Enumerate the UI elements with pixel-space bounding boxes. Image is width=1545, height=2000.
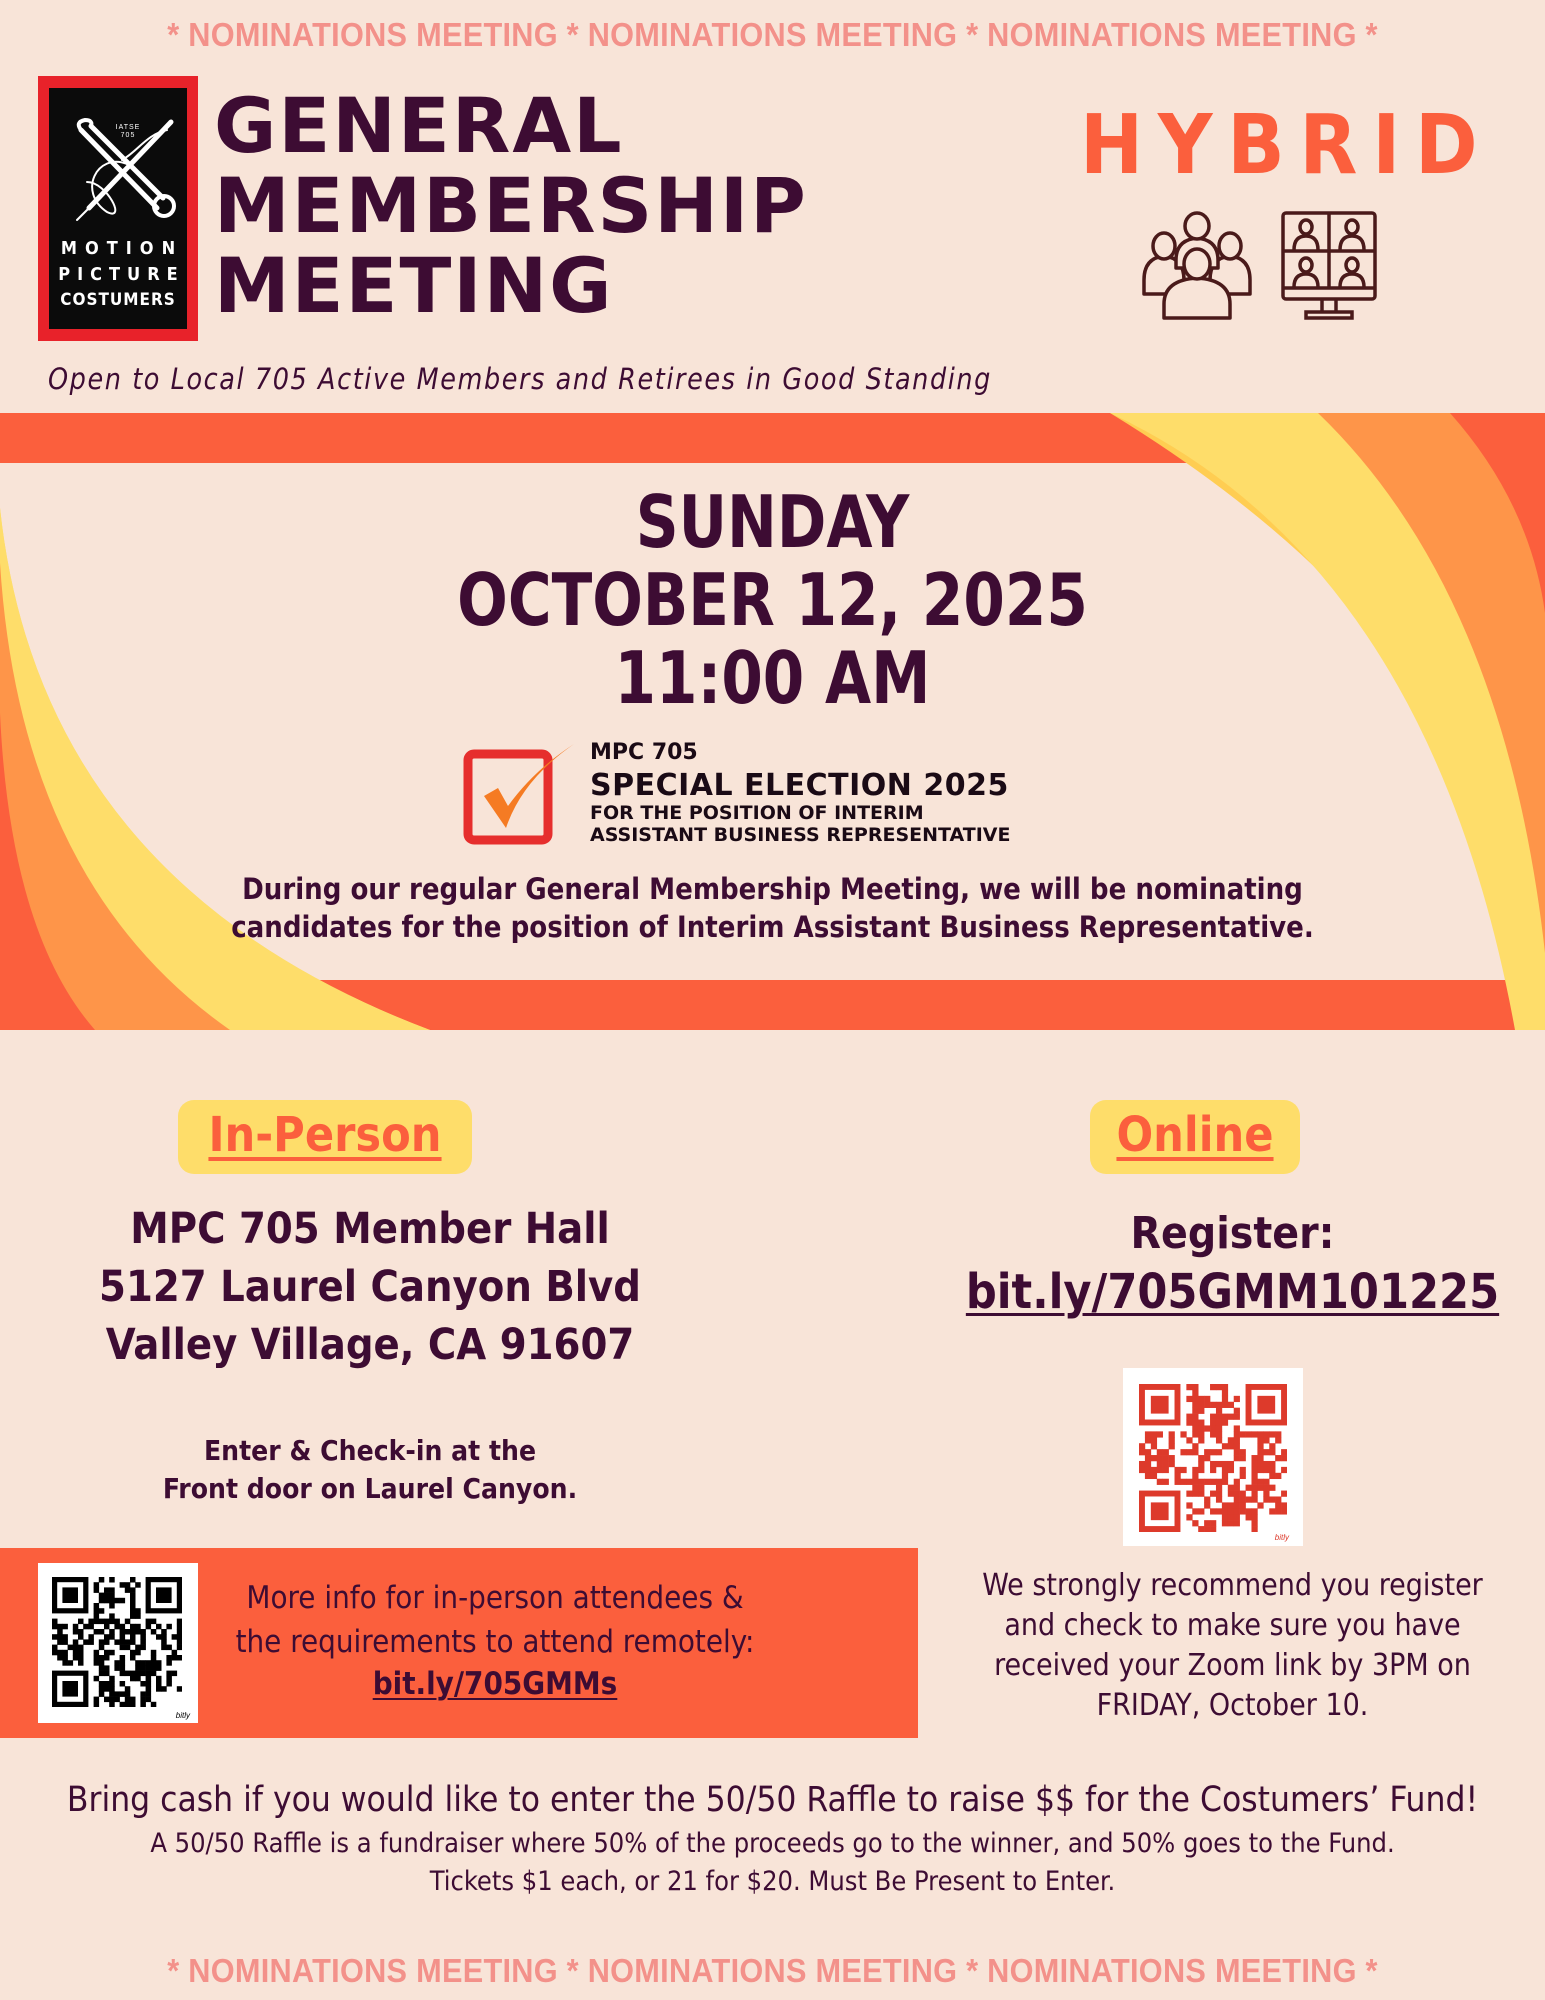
venue-city: Valley Village, CA 91607 xyxy=(105,1320,635,1370)
hybrid-label: HYBRID xyxy=(1080,98,1493,193)
zoom-recommendation-line2: and check to make sure you have xyxy=(1004,1608,1461,1643)
nomination-description-line1: During our regular General Membership Meeting, we will be nominating xyxy=(242,872,1303,906)
info-qr-code[interactable] xyxy=(38,1563,198,1723)
checkin-instructions-line2: Front door on Laurel Canyon. xyxy=(162,1472,578,1505)
logo-word-picture: PICTURE xyxy=(58,264,185,285)
zoom-recommendation-line4: FRIDAY, October 10. xyxy=(1096,1688,1369,1723)
motion-picture-costumers-logo xyxy=(38,76,198,341)
page-title xyxy=(214,81,808,330)
register-link[interactable]: bit.ly/705GMM101225 xyxy=(965,1264,1500,1320)
register-qr-code[interactable] xyxy=(1123,1368,1303,1546)
event-time: 11:00 AM xyxy=(614,636,931,720)
election-position-line2: ASSISTANT BUSINESS REPRESENTATIVE xyxy=(590,824,1011,846)
checkin-instructions-line1: Enter & Check-in at the xyxy=(203,1434,537,1467)
title-line-general: GENERAL xyxy=(214,81,624,170)
event-day: SUNDAY xyxy=(635,480,910,564)
venue-name: MPC 705 Member Hall xyxy=(130,1204,610,1254)
video-conference-monitor-icon xyxy=(1280,210,1378,322)
nominations-banner-bottom: * NOMINATIONS MEETING * NOMINATIONS MEETING * NOMINATIONS MEETING * xyxy=(167,1952,1378,1989)
qr-pattern-inperson xyxy=(52,1577,182,1707)
title-line-meeting: MEETING xyxy=(214,241,614,330)
raffle-headline: Bring cash if you would like to enter the 50/50 Raffle to raise $$ for the Costumers’ Fund! xyxy=(66,1780,1479,1820)
event-date: OCTOBER 12, 2025 xyxy=(457,558,1088,642)
logo-word-costumers: COSTUMERS xyxy=(60,290,176,310)
ballot-checkbox-icon xyxy=(462,740,582,846)
info-text-line1: More info for in-person attendees & xyxy=(246,1580,744,1616)
title-line-membership: MEMBERSHIP xyxy=(214,161,808,250)
info-text-line2: the requirements to attend remotely: xyxy=(235,1624,755,1660)
zoom-recommendation-line1: We strongly recommend you register xyxy=(982,1568,1483,1603)
election-position-line1: FOR THE POSITION OF INTERIM xyxy=(590,802,924,824)
raffle-ticket-info: Tickets $1 each, or 21 for $20. Must Be Present to Enter. xyxy=(429,1866,1116,1897)
nominations-banner-top: * NOMINATIONS MEETING * NOMINATIONS MEETING * NOMINATIONS MEETING * xyxy=(167,16,1378,53)
nomination-description-line2: candidates for the position of Interim Assistant Business Representative. xyxy=(231,910,1314,944)
election-org: MPC 705 xyxy=(590,740,698,765)
qr-brand-inperson: bitly xyxy=(175,1711,190,1720)
logo-iatse-text: IATSE 705 xyxy=(115,124,141,139)
zoom-recommendation-line3: received your Zoom link by 3PM on xyxy=(994,1648,1471,1683)
qr-pattern-online xyxy=(1139,1384,1287,1532)
info-link[interactable]: bit.ly/705GMMs xyxy=(372,1666,618,1702)
qr-brand-online: bitly xyxy=(1274,1533,1289,1542)
special-election-block xyxy=(462,740,1011,851)
in-person-heading: In-Person xyxy=(178,1100,472,1174)
logo-word-motion: MOTION xyxy=(60,238,184,259)
election-title: SPECIAL ELECTION 2025 xyxy=(590,768,1009,803)
online-heading: Online xyxy=(1090,1100,1300,1174)
eligibility-subtitle: Open to Local 705 Active Members and Retirees in Good Standing xyxy=(48,362,992,396)
venue-street: 5127 Laurel Canyon Blvd xyxy=(99,1262,641,1312)
raffle-explanation: A 50/50 Raffle is a fundraiser where 50% of the proceeds go to the winner, and 50% goes to the Fund. xyxy=(150,1828,1395,1859)
register-label: Register: xyxy=(1130,1208,1335,1259)
group-people-icon xyxy=(1140,210,1255,322)
